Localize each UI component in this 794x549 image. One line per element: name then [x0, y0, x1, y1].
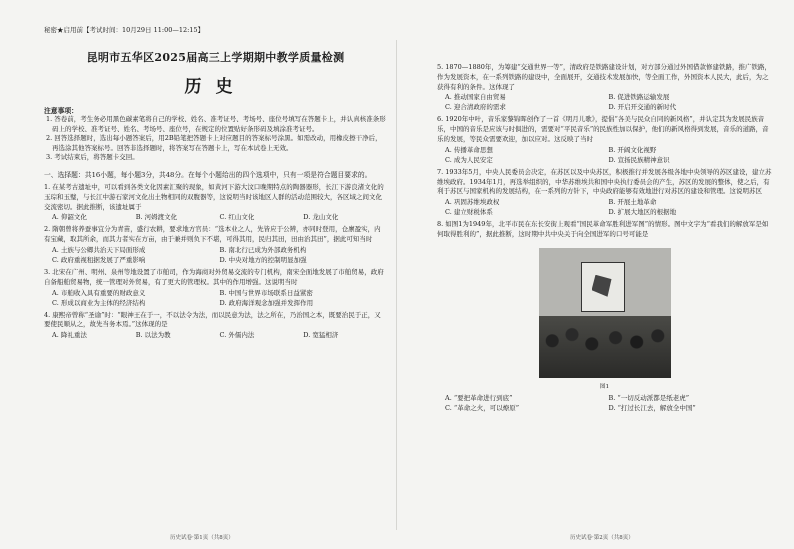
question-item [437, 63, 772, 112]
answer-option: B. 开展土地革命 [608, 198, 657, 207]
question-options [44, 212, 387, 222]
question-item [437, 220, 772, 240]
question-stem: 6. 1920年中叶，音乐家黎锦晖创作了一首《明月儿歌》，提倡“各美与民众自同的新风格”，并认定其为发展民族音乐，中国的音乐是应该与时俱进的，需要对“平民音乐”的民族性加以保护，他们的新风格得到发展，音乐的道路，音乐的发展，等民众需要欢迎，加以应对。这反映了当时 [437, 115, 769, 143]
answer-option: C. 迎合清政府的需求 [445, 103, 506, 112]
exam-title: 昆明市五华区2025届高三上学期期中教学质量检测 [86, 51, 345, 64]
answer-option: A. 降礼重法 [52, 331, 87, 340]
question-item [437, 115, 772, 164]
question-item [437, 168, 772, 217]
answer-option: A. 巩固苏维埃政权 [445, 198, 500, 207]
right-page [397, 0, 794, 549]
answer-option: B. 河姆渡文化 [135, 213, 178, 222]
question-item [437, 393, 772, 413]
answer-option: D. 中央对地方的控制明显加强 [219, 255, 307, 264]
answer-option: A. 推动国家自由贸易 [445, 93, 506, 102]
answer-option: D. “打过长江去，解放全中国” [608, 403, 696, 412]
answer-option: B. 以法为教 [135, 331, 171, 340]
section-heading: 一、选择题：共16小题，每小题3分，共48分。在每个小题给出的四个选项中，只有一项是符合题目要求的。 [44, 170, 372, 179]
question-item [44, 268, 387, 308]
question-options [44, 245, 387, 265]
question-stem: 7. 1933年5月，中央人民委员会决定，在苏区以及中央苏区，积极推行并发展各级各地中央领导的苏区建设，建立苏维埃政府。1934年1月，再选举组织的，中华苏维埃共和国中央执行委员会的产生，苏区的发展的整体，使之后，有利于苏区与国家机构的发展结构，在一系列的方针下，中央政府能够有效地进行对苏区的建设和管理。这说明苏区 [437, 167, 772, 196]
page-footer-right: 历史试卷·第2页（共8页） [570, 535, 634, 541]
right-question-options [437, 393, 772, 413]
question-item [44, 225, 387, 265]
question-options [437, 92, 772, 112]
photo-crowd [539, 316, 671, 378]
photo-map-poster [581, 262, 625, 312]
answer-option: A. 传播革命思想 [445, 145, 493, 154]
answer-option: B. 促进铁路运输发展 [608, 93, 670, 102]
figure-photo [539, 248, 671, 378]
notice-item: 1. 答卷前，考生务必用黑色碳素笔将自己的学校、姓名、准考证号、考场号、座位号填写在答题卡上，并认真核准条形码上的学校、准考证号、姓名、考场号、座位号，在规定的位置贴好条形码及填涂准考证号。 [46, 115, 386, 133]
answer-option: D. 开启开交通的新时代 [608, 103, 677, 112]
question-stem: 1. 在某考古遗址中，可以看到各类文化因素汇聚的现象，如黄河下游大汶口晚期特点的陶器器形，长江下游良渚文化的玉琮和玉璧，与长江中游石家河文化出土物相同的双腹器等，这说明当时该地区人群的活动范围较大，各区域之间文化交流密切。据此推断，该遗址属于 [44, 182, 384, 211]
question-stem: 3. 北宋在广州、明州、泉州等地设置了市舶司，作为海商对外贸易交流的专门机构，南宋全面地发展了市舶贸易，政府自备船舶贸易物，统一管理对外贸易，有了更大的管理权。其中的作用增强。这说明当时 [44, 267, 384, 286]
figure-label: 图1 [599, 383, 610, 390]
question-options [44, 330, 387, 340]
question-options [437, 393, 772, 413]
notice-item: 3. 考试结束后，将答题卡交回。 [46, 153, 139, 162]
subject-title: 历史 [184, 77, 247, 97]
answer-option: C. 建立财税体系 [445, 208, 493, 217]
question-options [437, 145, 772, 165]
notice-item: 2. 回答选择题时，选出每小题答案后，用2B铅笔把答题卡上对应题目的答案标号涂黑。如需改动，用橡皮擦干净后，再选涂其他答案标号。回答非选择题时，将答案写在答题卡上，写在本试卷上无效。 [46, 134, 382, 152]
question-stem: 8. 如图1为1949年，北平市民在东长安街上观看“国民革命军胜利进军图”的情形。图中文字为“看我们的解放军是如何取得胜利的”，据此推断，这时期中共中央关于向全国进军的口号可能是 [437, 220, 769, 238]
answer-option: D. 扩展大地区的根据地 [608, 208, 677, 217]
left-question-list [44, 183, 387, 340]
answer-option: C. 政府重视租据发展了严重影响 [52, 255, 146, 264]
answer-option: D. 龙山文化 [303, 213, 339, 222]
answer-option: D. 政府海洋观念加强并发挥作用 [219, 298, 314, 307]
question-stem: 2. 隋朝曾将养蚕事宜分为青苗，盛行农耕，要求地方官员：“选本业之人，先皆应于公辨，亦同时登用，仓廪盈实，内有宝藏，取其所余，而其力者实在方亩，由于兼并则负下不堪，可得其用，民归其田，田由治其田”，据此可知当时 [44, 225, 381, 244]
question-item [44, 183, 387, 222]
question-stem: 4. 康熙帝曾称“圣谕”时：“眼神王在于一，不以法令为法，而以民意为法，法之所在，乃治国之本，既要治民于正，又要使民顺从之，故先当务本焉。”这体现的是 [44, 310, 381, 329]
answer-option: C. 外儒内法 [219, 331, 255, 340]
answer-option: D. 宽猛相济 [303, 331, 339, 340]
answer-option: A. 市舶收入具有重要的财政意义 [52, 288, 146, 297]
question-stem: 5. 1870—1880年，为筹建“交通世界一等”，清政府是铁路建设计划，对方部分通过外国借款修建铁路，推广铁路，作为发展资本，在一系列铁路的建设中，全面展开，交通技术发展加快，等全面工作，外国资本人民大，此后，为之获得有利的条件。这体现了 [437, 63, 771, 91]
answer-option: D. 宣扬民族精神意识 [608, 155, 670, 164]
answer-option: A. “要把革命进行到底” [445, 393, 513, 402]
answer-option: C. 红山文化 [219, 213, 255, 222]
answer-option: A. 仰韶文化 [52, 213, 87, 222]
answer-option: C. “革命之火，可以燎原” [445, 403, 520, 412]
answer-option: B. “一切反动派都是纸老虎” [608, 393, 690, 402]
answer-option: C. 成为人民安定 [445, 155, 493, 164]
answer-option: A. 土族与公卿共治天下局面形成 [52, 245, 146, 254]
question-item [44, 311, 387, 341]
answer-option: C. 形成以商业为主体的经济结构 [52, 298, 146, 307]
notice-heading: 注意事项： [44, 107, 78, 115]
page-footer-left: 历史试卷·第1页（共8页） [170, 535, 234, 541]
question-options [437, 197, 772, 217]
answer-option: B. 南北行已成为外部政务机构 [219, 245, 307, 254]
right-question-list [437, 63, 772, 240]
answer-option: B. 中国与世界市场联系日益紧密 [219, 288, 313, 297]
secret-exam-time-line: 秘密★启用前【考试时间：10月29日 11:00—12:15】 [44, 26, 205, 34]
question-options [44, 288, 387, 308]
answer-option: B. 开阔文化视野 [608, 145, 657, 154]
